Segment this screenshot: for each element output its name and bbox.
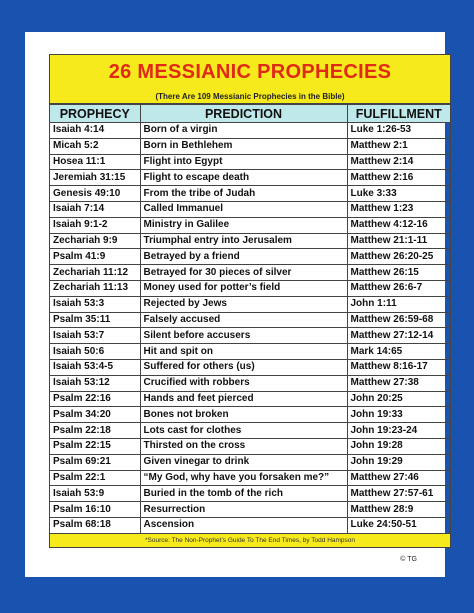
table-row — [50, 454, 451, 470]
prophecy-cell: Genesis 49:10 — [50, 186, 141, 202]
prediction-cell: Betrayed for 30 pieces of silver — [140, 265, 347, 281]
document-page — [25, 32, 445, 577]
fulfillment-cell: Matthew 26:20-25 — [347, 249, 451, 265]
fulfillment-cell: Matthew 26:6-7 — [347, 280, 451, 296]
fulfillment-cell: John 20:25 — [347, 391, 451, 407]
prophecy-cell: Isaiah 53:9 — [50, 486, 141, 502]
table-header-row — [50, 105, 451, 123]
prediction-cell: Hands and feet pierced — [140, 391, 347, 407]
prediction-cell: Crucified with robbers — [140, 375, 347, 391]
prediction-cell: Called Immanuel — [140, 201, 347, 217]
prediction-cell: “My God, why have you forsaken me?” — [140, 470, 347, 486]
table-row — [50, 328, 451, 344]
prophecy-cell: Isaiah 53:3 — [50, 296, 141, 312]
prophecy-cell: Micah 5:2 — [50, 138, 141, 154]
fulfillment-cell: John 1:11 — [347, 296, 451, 312]
fulfillment-cell: Luke 1:26-53 — [347, 123, 451, 139]
source-note: *Source: The Non-Prophet’s Guide To The End Times, by Todd Hampson — [144, 536, 356, 544]
prophecy-cell: Psalm 22:15 — [50, 438, 141, 454]
table-row — [50, 154, 451, 170]
prophecy-cell: Psalm 22:16 — [50, 391, 141, 407]
prediction-cell: Betrayed by a friend — [140, 249, 347, 265]
prediction-cell: Silent before accusers — [140, 328, 347, 344]
fulfillment-cell: John 19:33 — [347, 407, 451, 423]
prophecy-cell: Psalm 35:11 — [50, 312, 141, 328]
prediction-cell: Money used for potter’s field — [140, 280, 347, 296]
fulfillment-cell: Matthew 2:16 — [347, 170, 451, 186]
prediction-cell: Suffered for others (us) — [140, 359, 347, 375]
table-row — [50, 123, 451, 139]
table-row — [50, 391, 451, 407]
prediction-cell: Resurrection — [140, 502, 347, 518]
prophecy-cell: Hosea 11:1 — [50, 154, 141, 170]
prediction-cell: Given vinegar to drink — [140, 454, 347, 470]
fulfillment-cell: Mark 14:65 — [347, 344, 451, 360]
fulfillment-cell: Luke 24:50-51 — [347, 517, 451, 533]
fulfillment-cell: Matthew 4:12-16 — [347, 217, 451, 233]
prediction-cell: Rejected by Jews — [140, 296, 347, 312]
fulfillment-cell: Matthew 2:14 — [347, 154, 451, 170]
prediction-cell: Falsely accused — [140, 312, 347, 328]
table-row — [50, 217, 451, 233]
fulfillment-cell: Matthew 27:38 — [347, 375, 451, 391]
prophecy-cell: Psalm 34:20 — [50, 407, 141, 423]
prophecy-sheet — [49, 54, 451, 548]
prophecy-cell: Isaiah 9:1-2 — [50, 217, 141, 233]
page-subtitle: (There Are 109 Messianic Prophecies in the Bible) — [155, 92, 345, 101]
prophecy-cell: Psalm 22:1 — [50, 470, 141, 486]
prophecy-cell: Isaiah 50:6 — [50, 344, 141, 360]
table-row — [50, 502, 451, 518]
table-row — [50, 359, 451, 375]
table-row — [50, 423, 451, 439]
table-row — [50, 344, 451, 360]
prediction-cell: From the tribe of Judah — [140, 186, 347, 202]
prophecy-cell: Isaiah 4:14 — [50, 123, 141, 139]
page-title: 26 MESSIANIC PROPHECIES — [108, 61, 392, 83]
fulfillment-cell: Luke 3:33 — [347, 186, 451, 202]
fulfillment-cell: John 19:29 — [347, 454, 451, 470]
table-row — [50, 407, 451, 423]
prophecy-cell: Jeremiah 31:15 — [50, 170, 141, 186]
column-header-prediction: PREDICTION — [140, 105, 347, 123]
fulfillment-cell: Matthew 26:15 — [347, 265, 451, 281]
table-row — [50, 233, 451, 249]
table-row — [50, 470, 451, 486]
prediction-cell: Buried in the tomb of the rich — [140, 486, 347, 502]
table-row — [50, 249, 451, 265]
prophecy-cell: Isaiah 53:12 — [50, 375, 141, 391]
prediction-cell: Thirsted on the cross — [140, 438, 347, 454]
subtitle-banner — [49, 90, 451, 104]
prophecy-cell: Psalm 16:10 — [50, 502, 141, 518]
prediction-cell: Born in Bethlehem — [140, 138, 347, 154]
fulfillment-cell: Matthew 27:12-14 — [347, 328, 451, 344]
fulfillment-cell: Matthew 28:9 — [347, 502, 451, 518]
prophecy-cell: Zechariah 11:13 — [50, 280, 141, 296]
table-row — [50, 375, 451, 391]
prophecy-cell: Psalm 68:18 — [50, 517, 141, 533]
prophecy-table — [49, 104, 451, 534]
table-row — [50, 517, 451, 533]
prediction-cell: Bones not broken — [140, 407, 347, 423]
fulfillment-cell: John 19:28 — [347, 438, 451, 454]
prediction-cell: Hit and spit on — [140, 344, 347, 360]
prophecy-cell: Isaiah 53:4-5 — [50, 359, 141, 375]
prediction-cell: Lots cast for clothes — [140, 423, 347, 439]
table-row — [50, 438, 451, 454]
table-row — [50, 186, 451, 202]
table-row — [50, 138, 451, 154]
table-row — [50, 296, 451, 312]
prophecy-cell: Psalm 69:21 — [50, 454, 141, 470]
prophecy-cell: Psalm 41:9 — [50, 249, 141, 265]
fulfillment-cell: Matthew 27:57-61 — [347, 486, 451, 502]
fulfillment-cell: Matthew 27:46 — [347, 470, 451, 486]
table-row — [50, 201, 451, 217]
prophecy-cell: Isaiah 7:14 — [50, 201, 141, 217]
fulfillment-cell: Matthew 2:1 — [347, 138, 451, 154]
table-row — [50, 280, 451, 296]
fulfillment-cell: Matthew 26:59-68 — [347, 312, 451, 328]
fulfillment-cell: Matthew 21:1-11 — [347, 233, 451, 249]
prophecy-cell: Zechariah 11:12 — [50, 265, 141, 281]
prophecy-cell: Isaiah 53:7 — [50, 328, 141, 344]
fulfillment-cell: Matthew 8:16-17 — [347, 359, 451, 375]
prediction-cell: Triumphal entry into Jerusalem — [140, 233, 347, 249]
source-banner — [49, 534, 451, 548]
table-row — [50, 170, 451, 186]
title-banner — [49, 54, 451, 90]
table-row — [50, 265, 451, 281]
prophecy-cell: Zechariah 9:9 — [50, 233, 141, 249]
copyright-mark: © TG — [400, 556, 417, 563]
fulfillment-cell: John 19:23-24 — [347, 423, 451, 439]
prediction-cell: Ministry in Galilee — [140, 217, 347, 233]
fulfillment-cell: Matthew 1:23 — [347, 201, 451, 217]
prophecy-cell: Psalm 22:18 — [50, 423, 141, 439]
column-header-prophecy: PROPHECY — [50, 105, 141, 123]
prediction-cell: Ascension — [140, 517, 347, 533]
prediction-cell: Flight to escape death — [140, 170, 347, 186]
prediction-cell: Born of a virgin — [140, 123, 347, 139]
table-row — [50, 312, 451, 328]
column-header-fulfillment: FULFILLMENT — [347, 105, 451, 123]
prediction-cell: Flight into Egypt — [140, 154, 347, 170]
table-row — [50, 486, 451, 502]
